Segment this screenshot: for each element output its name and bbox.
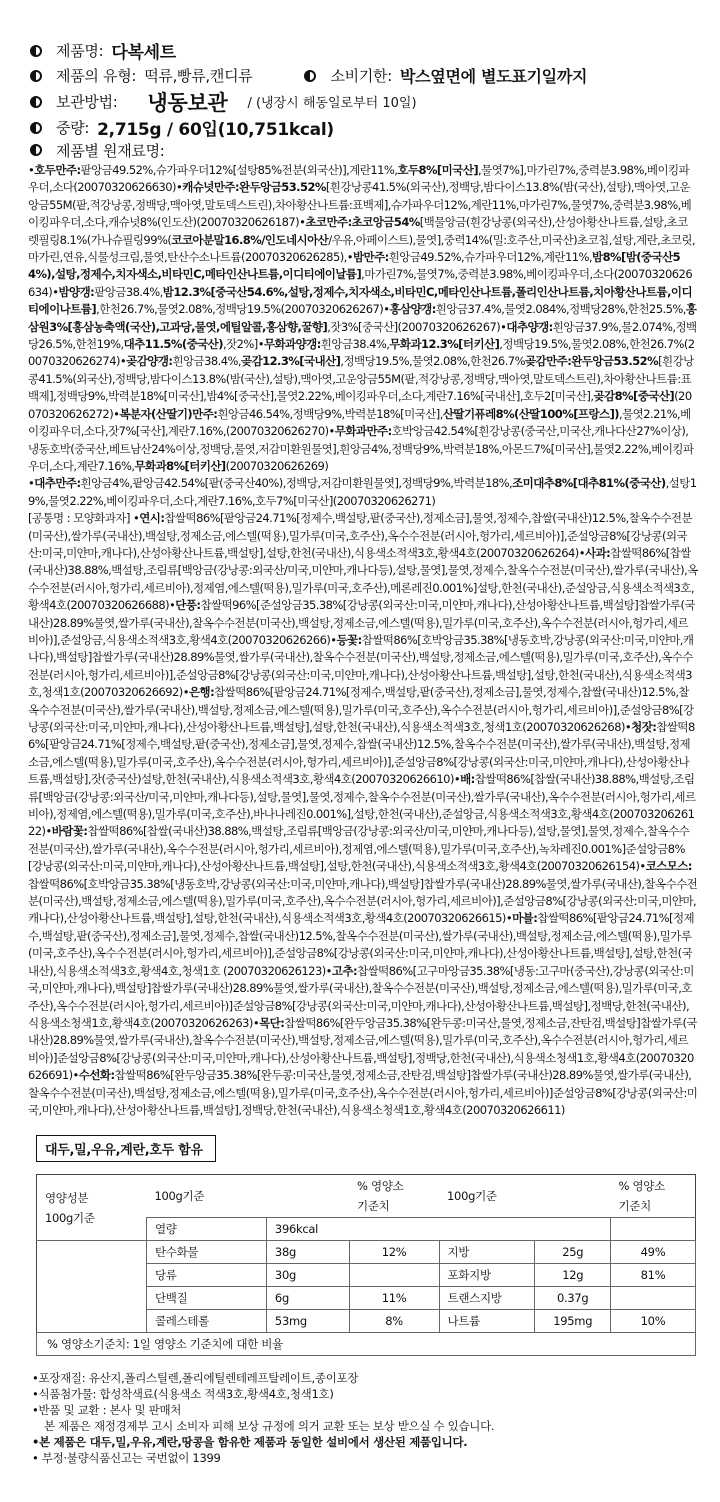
- report-line: • 부정·불량식품신고는 국번없이 1399: [32, 1451, 221, 1466]
- col-per100-a: 100g기준: [147, 1175, 350, 1218]
- storage-label: 보관방법:: [56, 93, 118, 111]
- additive-line: •식품첨가물: 합성착색료(식용색소 적색3호,황색4호,청색1호): [32, 1387, 334, 1402]
- nutrition-note: % 영양소기준치: 1일 영양소 기준치에 대한 비율: [37, 1333, 696, 1356]
- allergen-facility-line: •본 제품은 대두,밀,우유,계란,땅콩을 함유한 제품과 동일한 설비에서 생산된 제품입니다.: [32, 1435, 468, 1450]
- ingredients-heading-row: [30, 140, 696, 160]
- nutrition-note-row: [37, 1333, 696, 1356]
- ingredients-paragraph-1: •호두만주:팥앙금49.52%,슈가파우더12%[설탕85%전분(외국산)],계란11%,호두8%[미국산],물엿7%],마가린7%,중력분3.98%,베이킹파우더,소다(20070320626630)•캐슈넛만주:완두앙금53.52%[흰강낭콩41.5%(외국산),정백당,밤다이스13.8%(밤(국산),설탕),맥아엿,고운앙금55M(팥,적강낭콩,정백당,맥아엿,말토덱스트린),차아황산나트륨:표백제],슈가파우더12%,계란11%,마가린7%,물엿7%,중력분3.98%,베이킹파우더,소다,캐슈넛8%(인도산)(20070320626187)•초코만주:초코앙금54%[백물앙금(흰강낭콩(외국산),산성아황산나트륨,설탕,초코렛필링8.1%(가나슈필링99%(코코아분말16.8%/인도네시아산/우유,아페이스트),물엿],중력14%(밀:호주산,미국산)초코칩,설탕,계란,초코릿,마가린,연유,식물성크림,물엿,탄산수소나트륨(20070320626285),•밤만주:흰앙금49.52%,슈가파우더12%,계란11%,밤8%[밤(중국산54%),설탕,정제수,치자색소,비타민C,메타인산나트륨,이디티에이날륨],마가린7%,물엿7%,중력분3.98%,베이킹파우더,소다(20070320626634)•밤양갱:팥앙금38.4%,밤12.3%[중국산54.6%,설탕,정제수,치자색소,비타민C,메타인산나트륨,폴리인산나트륨,치아황산나트륨,이디티에이나트륨],한천26.7%,물엿2.08%,정백당19.5%(20070320626267)•홍삼양갱:흰앙금37.4%,물엿2.084%,정백당28%,한천25.5%,홍삼원3%[홍삼농축액(국산),고과당,물엿,에틸알콜,홍삼향,꿀향],잣3%[중국산](20070320626267)•대추양갱:흰앙금37.9%,물2.074%,정백당26.5%,한천19%,대추11.5%(중국산),잣2%]•무화과양갱:흰앙금38.4%,무화과12.3%[터키산],정백당19.5%,물엿2.08%,한천26.7%(20070320626274)•곶감양갱:흰앙금38.4%,곶감12.3%[국내산],정백당19.5%,물엿2.08%,한천26.7%곶감만주:완두앙금53.52%[흰강낭콩41.5%(외국산),정백당,밤다이스13.8%(밤(국산),설탕),맥아엿,고운앙금55M(팥,적강낭콩,정백당,맥아엿,말토덱스트린),차아황산나트륨:표백제],정백당9%,박력분18%[미국산],밤4%[중국산],물엿2.22%,베이킹파우더,소다,계란7.16%[국내산],호두2[미국산],곶감8%[중국산](20070320626272)•복분자(산딸기)만주:흰앙금46.54%,정백당9%,박력분18%[미국산],산딸기퓨레8%(산딸100%[프랑스]),물엿2.21%,베이킹파우더,소다,잣7%[국산],계란7.16%,(20070320626270)•무화과만주:호박앙금42.54%[흰강낭콩(중국산,미국산,캐나다산27%이상),냉동호박(중국산,베트남산24%이상,정백당,물엿,저감미환원물엿],흰앙금4%,정백당9%,박력분18%,아몬드7%[미국산],물엿2.22%,베이킹파우더,소다,계란7.16%,무화과8%[터키산](20070320626269): [28, 163, 697, 473]
- half-circle-bullet-icon: [304, 70, 316, 82]
- product-type-label: 제품의 유형:: [56, 67, 137, 85]
- calories-value: 396kcal: [266, 1218, 610, 1241]
- ingredients-paragraph-2: •대추만주:흰앙금4%,팥앙금42.54%[팥(중국산40%),정백당,저감미환원물엿],정백당9%,박력분18%,조미대추8%[대추81%(중국산),설탕19%,물엿2.22%,베이킹파우더,소다,계란7.16%,호두7%[미국산](20070320626271): [28, 476, 697, 508]
- storage-value: 냉동보관: [147, 90, 228, 115]
- weight-row: [30, 115, 696, 140]
- half-circle-bullet-icon: [30, 45, 42, 57]
- product-name-row: [30, 38, 696, 63]
- half-circle-bullet-icon: [30, 144, 42, 156]
- storage-row: [30, 88, 696, 115]
- ingredients-paragraph-3: [공통명 : 모양화과자] •연시:찹쌀떡86%[팥앙금24.71%[정제수,백설탕,팥(중국산),정제소금],물엿,정제수,찹쌀(국내산)12.5%,찰옥수수전분(미국산),쌀가루(국내산),백설탕,정제소금,에스텔(떡용),밀가루(미국,호주산),옥수수전분(러시아,헝가리,세르비아)],준설앙금8%[강낭콩(외국산:미국,미얀마,캐나다),산성아황산나트륨,백설탕],설탕,한천(국내산),식용색소적색3호,황색4호(20070320626264)•사과:찹쌀떡86%[찹쌀(국내산)38.88%,백설탕,조림류[백앙금(강낭콩:외국산/미국,미얀마,캐나다등),설탕,물엿],물엿,정제수,찰옥수수전분(미국산),쌀가루(국내산),옥수수전분(러시아,헝가리,세르비아),정제염,에스텔(떡용),밀가루(미국,호주산),메론레진0.001%]설탕,한천(국내산),준설앙금,식용색소적색3호,황색4호(20070320626688)•단풍:찹쌀떡96%[준설앙금35.38%[강낭콩(외국산:미국,미얀마,캐나다),산성아황산나트륨,백설탕]찹쌀가루(국내산)28.89%물엿,쌀가루(국내산),찰옥수수전분(미국산),백설탕,정제소금,에스텔(떡용),밀가루(미국,호주산),옥수수전분(러시아,헝가리,세르비아)],준설앙금,식용색소적색3호,황색4호(20070320626266)•등꽃:찹쌀떡86%[호박앙금35.38%[냉동호박,강낭콩(외국산:미국,미얀마,캐나다),백설탕]찹쌀가루(국내산)28.89%물엿,쌀가루(국내산),찰옥수수전분(미국산),백설탕,정제소금,에스텔(떡용),밀가루(미국,호주산),옥수수전분(러시아,헝가리,세르비아)],준설앙금8%[강낭콩(외국산:미국,미얀마,캐나다),산성아황산나트륨,백설탕],설탕,한천(국내산),식용색소적색3호,청색1호(20070320626692)•은행:찹쌀떡86%[팥앙금24.71%[정제수,백설탕,팥(중국산),정제소금],물엿,정제수,찹쌀(국내산)12.5%,찰옥수수전분(미국산),쌀가루(국내산),백설탕,정제소금,에스텔(떡용),밀가루(미국,호주산),옥수수전분(러시아,헝가리,세르비아)],준설앙금8%[강낭콩(외국산:미국,미얀마,캐나다),산성아황산나트륨,백설탕],설탕,한천(국내산),식용색소적색3호,청색1호(20070320626268)•청잣:찹쌀떡86%[팥앙금24.71%[정제수,백설탕,팥(중국산),정제소금],물엿,정제수,찹쌀(국내산)12.5%,찰옥수수전분(미국산),쌀가루(국내산),백설탕,정제소금,에스텔(떡용),밀가루(미국,호주산),옥수수전분(러시아,헝가리,세르비아)],준설앙금8%[강낭콩(외국산:미국,미얀마,캐나다),산성아황산나트륨,백설탕],잣(중국산)설탕,한천(국내산),식용색소적색3호,황색4호(20070320626610)•배:찹쌀떡86%[찹쌀(국내산)38.88%,백설탕,조림류[백앙금(강낭콩:외국산/미국,미얀마,캐나다등),설탕,물엿],물엿,정제수,찰옥수수전분(미국산),쌀가루(국내산),옥수수전분(러시아,헝가리,세르비아),정제염,에스텔(떡용),밀가루(미국,호주산),바나나레진0.001%],설탕,한천(국내산),준설앙금,식용색소적색3호,황색4호(20070320626122)•바람꽃:찹쌀떡86%[찹쌀(국내산)38.88%,백설탕,조림류[백앙금(강낭콩:외국산/미국,미얀마,캐나다등),설탕,물엿],물엿,정제수,찰옥수수전분(미국산),쌀가루(국내산),옥수수전분(러시아,헝가리,세르비아),정제염,에스텔(떡용),밀가루(미국,호주산),녹차레진0.001%]준설앙금8%[강낭콩(외국산:미국,미얀마,캐나다),산성아황산나트륨,백설탕],설탕,한천(국내산),식용색소적색3호,황색4호(20070320626154)•코스모스:찹쌀떡86%[호박앙금35.38%[냉동호박,강낭콩(외국산:미국,미얀마,캐나다),백설탕]찹쌀가루(국내산)28.89%물엿,쌀가루(국내산),찰옥수수전분(미국산),백설탕,정제소금,에스텔(떡용),밀가루(미국,호주산),옥수수전분(러시아,헝가리,세르비아)],준설앙금8%[강낭콩(외국산:미국,미얀마,캐나다),산성아황산나트륨,백설탕],설탕,한천(국내산),식용색소적색3호,황색4호(20070320626615)•마블:찹쌀떡86%[팥앙금24.71%[정제수,백설탕,팥(중국산),정제소금],물엿,정제수,찹쌀(국내산)12.5%,찰옥수수전분(미국산),쌀가루(국내산),백설탕,정제소금,에스텔(떡용),밀가루(미국,호주산),옥수수전분(러시아,헝가리,세르비아)],준설앙금8%[강낭콩(외국산:미국,미얀마,캐나다),산성아황산나트륨,백설탕],설탕,한천(국내산),식용색소적색3호,황색4호,청색1호 (20070320626123)•고추:찹쌀떡86%[고구마앙금35.38%[냉동:고구마(중국산),강낭콩(외국산:미국,미얀마,캐나다),백설탕]찹쌀가루(국내산)28.89%물엿,쌀가루(국내산),찰옥수수전분(미국산),백설탕,정제소금,에스텔(떡용),밀가루(미국,호주산),옥수수전분(러시아,헝가리,세르비아)]준설앙금8%[강낭콩(외국산:미국,미얀마,캐나다),산성아황산나트륨,백설탕],정백당,한천(국내산),식용색소청색1호,황색4호(20070320626263)•목단:찹쌀떡86%[완두앙금35.38%[완두콩:미국산,물엿,정제소금,잔탄검,백설탕]찹쌀가루(국내산)28.89%물엿,쌀가루(국내산),찰옥수수전분(미국산),백설탕,정제소금,에스텔(떡용),밀가루(미국,호주산),옥수수전분(러시아,헝가리,세르비아)]준설앙금8%[강낭콩(외국산:미국,미얀마,캐나다),산성아황산나트륨,백설탕],정백당,한천(국내산),식용색소청색1호,황색4호(20070320626691)•수선화:찹쌀떡86%[완두앙금35.38%[완두콩:미국산,물엿,정제소금,잔탄검,백설탕]찹쌀가루(국내산)28.89%물엿,쌀가루(국내산),찰옥수수전분(미국산),백설탕,정제소금,에스텔(떡용),밀가루(미국,호주산),옥수수전분(러시아,헝가리,세르비아)]준설앙금8%[강낭콩(외국산:미국,미얀마,캐나다),산성아황산나트륨,백설탕],정백당,한천(국내산),식용색소청색1호,황색4호(20070320626611): [28, 511, 698, 1117]
- product-type-value: 떡류,빵류,캔디류: [144, 67, 253, 85]
- allergy-box: 대두,밀,우유,계란,호두 함유: [36, 1135, 216, 1162]
- half-circle-bullet-icon: [30, 96, 42, 108]
- product-name-label: 제품명:: [56, 42, 104, 60]
- nutrition-side-label: 영양성분 100g기준: [37, 1175, 147, 1241]
- nutrition-row: 콜레스테롤 53mg 8% 나트륨 195mg 10%: [37, 1310, 696, 1333]
- expiry-group: [304, 64, 587, 87]
- weight-value: 2,715g / 60입(10,751kcal): [97, 120, 334, 140]
- expiry-value: 박스옆면에 별도표기일까지: [399, 67, 588, 86]
- col-per100-b: 100g기준: [439, 1175, 610, 1218]
- nutrition-row: 단백질 6g 11% 트랜스지방 0.37g: [37, 1287, 696, 1310]
- nutrition-table: [36, 1174, 696, 1356]
- nutrition-row: 당류 30g 포화지방 12g 81%: [37, 1264, 696, 1287]
- return-line: •반품 및 교환 : 본사 및 판매처: [32, 1403, 182, 1418]
- col-pct-a: % 영양소 기준치: [349, 1175, 439, 1218]
- half-circle-bullet-icon: [30, 122, 42, 134]
- nutrition-row: 탄수화물 38g 12% 지방 25g 49%: [37, 1241, 696, 1264]
- col-pct-b: % 영양소 기준치: [611, 1175, 696, 1218]
- product-type-row: [30, 63, 696, 88]
- half-circle-bullet-icon: [30, 70, 42, 82]
- footer-info: [32, 1370, 696, 1466]
- calories-label: 열량: [147, 1218, 267, 1241]
- product-name-value: 다복세트: [111, 43, 176, 63]
- ingredients-label: 제품별 원재료명:: [56, 141, 165, 160]
- ingredients-text: [28, 162, 698, 1119]
- compensation-line: 본 제품은 재정경제부 고시 소비자 피해 보상 규정에 의거 교환 또는 보상 받으실 수 있습니다.: [44, 1419, 495, 1434]
- storage-sub: / (냉장시 해동일로부터 10일): [247, 96, 417, 111]
- nutrition-header-row: [37, 1175, 696, 1218]
- weight-label: 중량:: [56, 119, 90, 137]
- expiry-label: 소비기한:: [330, 67, 392, 85]
- packaging-line: •포장재질: 유산지,폴리스틸렌,폴리에틸렌테레프탈레이트,종이포장: [32, 1371, 359, 1386]
